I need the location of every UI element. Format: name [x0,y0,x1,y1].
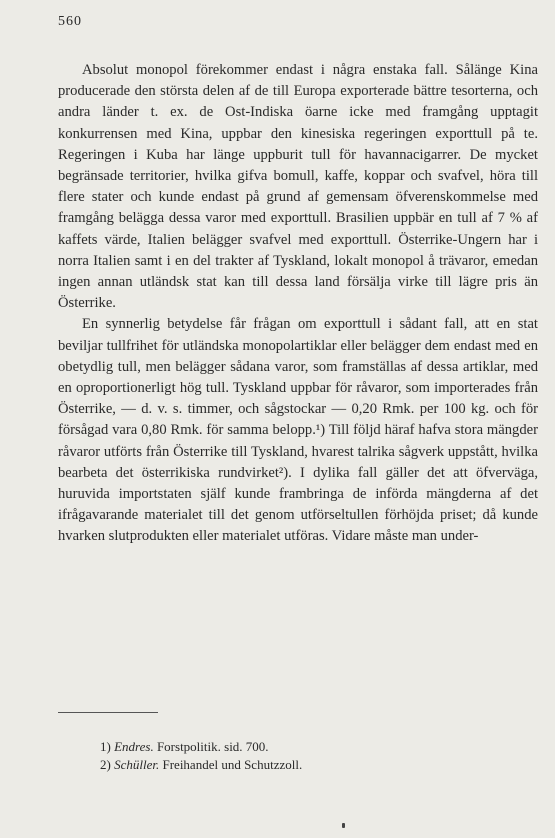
print-mark [342,823,345,828]
paragraph-1: Absolut monopol förekommer endast i några enstaka fall. Sålänge Kina producerade den största delen af de till Europa exporterade bättre tesorterna, och andra länder t. ex. de Ost-Indiska öarne icke med framgång upptagit konkurrensen med Kina, uppbar den kinesiska regeringen exporttull på te. Regeringen i Kuba har länge uppburit tull för havannacigarrer. De mycket begränsade territorier, hvilka gifva bomull, kaffe, koppar och svafvel, höra till flere stater och kunde endast på grund af gemensam öfverenskommelse med framgång belägga dessa varor med exporttull. Brasilien uppbär en tull af 7 % af kaffets värde, Italien belägger svafvel med exporttull. Österrike-Ungern har i norra Italien samt i en del trakter af Tyskland, lokalt monopol å trävaror, emedan ingen annan utländsk stat kan till dessa land försälja virke till lägre pris än Österrike. [58,62,538,312]
footnote-author: Endres. [114,739,154,754]
footnote-mark: 2) [100,757,111,772]
footnote-mark: 1) [100,739,111,754]
footnotes [100,738,520,774]
footnote-text: Forstpolitik. sid. 700. [156,739,269,754]
footnote-author: Schüller. [114,757,160,772]
footnote-text: Freihandel und Schutzzoll. [162,757,303,772]
paragraph-2: En synnerlig betydelse får frågan om exporttull i sådant fall, att en stat beviljar tullfrihet för utländska monopolartiklar eller belägger dem endast med en obetydlig tull, men belägger sådana varor, som framställas af dessa artiklar, med en oproportionerligt hög tull. Tyskland uppbar för råvaror, som importerades från Österrike, — d. v. s. timmer, och sågstockar — 0,20 Rmk. per 100 kg. och för försågad vara 0,80 Rmk. för samma belopp.¹) Till följd häraf hafva stora mängder råvaror utförts från Österrike till Tyskland, hvarest talrika sågverk uppstått, hvilka bearbeta det österrikiska rundvirket²). I dylika fall gäller det att öfverväga, huruvida importstaten själf kunde frambringa de införda mängderna af det ifrågavarande materialet till det genom utförseltullen förhöjda priset; då kunde hvarken slutprodukten eller materialet utföras. Vidare måste man under- [58,316,538,545]
footnote-1 [100,738,520,756]
footnote-2 [100,756,520,774]
page-number: 560 [58,14,82,29]
footnote-divider [58,712,158,713]
body-text [58,60,538,548]
